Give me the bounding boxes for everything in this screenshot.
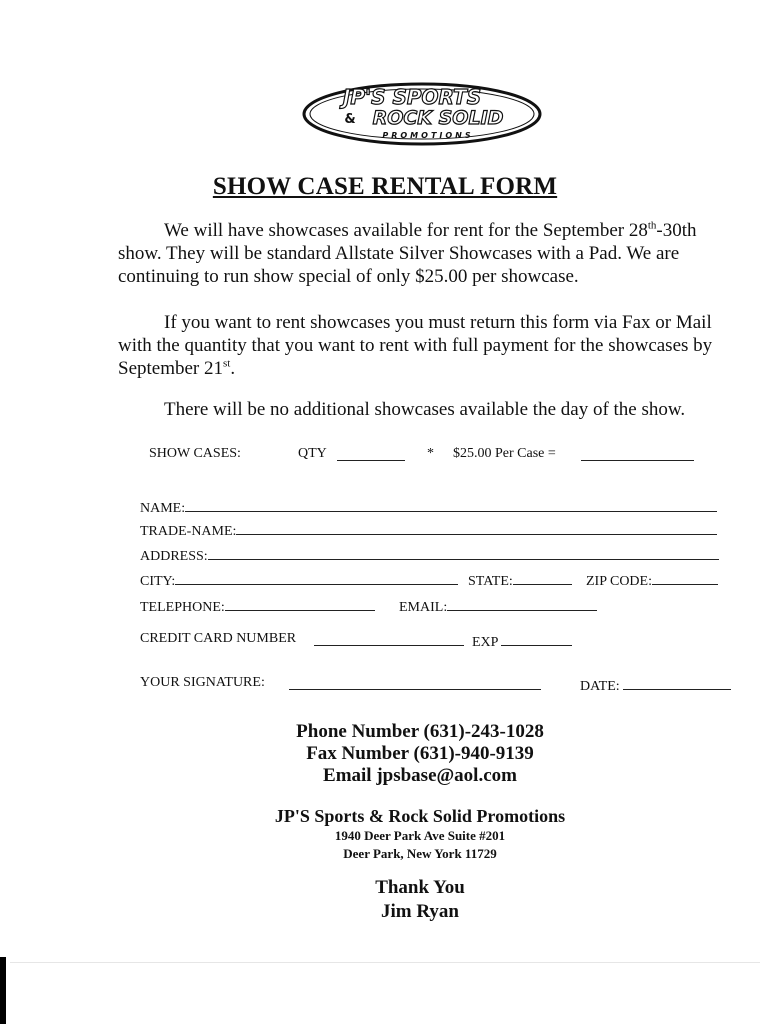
company-logo: [300, 78, 545, 150]
intro-paragraph: We will have showcases available for rent for the September 28th-30th show. They will be standard Allstate Silver Showcases with a Pad. We are continuing to run show special of only $25.00 per showcase.: [118, 219, 697, 287]
city-address: Deer Park, New York 11729: [343, 846, 497, 861]
state-field[interactable]: [513, 570, 572, 585]
date-field[interactable]: [623, 675, 731, 690]
trade-name-row: [140, 520, 717, 540]
scan-fold-line: [10, 962, 760, 963]
name-label: NAME:: [140, 501, 186, 516]
date-label: DATE:: [580, 679, 620, 694]
city-row: [140, 570, 458, 590]
telephone-field[interactable]: [225, 596, 375, 611]
email-address: Email jpsbase@aol.com: [323, 765, 517, 786]
credit-card-field[interactable]: [314, 631, 464, 651]
exp-label: EXP: [472, 635, 498, 650]
multiply-sign: *: [427, 446, 434, 461]
state-label: STATE:: [468, 574, 513, 589]
signoff-name: Jim Ryan: [381, 901, 459, 922]
street-address: 1940 Deer Park Ave Suite #201: [334, 828, 506, 843]
city-label: CITY:: [140, 574, 176, 589]
name-row: [140, 497, 717, 517]
date-row: [580, 675, 731, 695]
city-field[interactable]: [175, 570, 458, 585]
email-field[interactable]: [447, 596, 597, 611]
email-label: EMAIL:: [399, 600, 448, 615]
svg-text:PROMOTIONS: PROMOTIONS: [382, 131, 474, 140]
svg-text:JP'S SPORTS: JP'S SPORTS: [342, 85, 482, 109]
telephone-label: TELEPHONE:: [140, 600, 225, 615]
notice-paragraph: There will be no additional showcases available the day of the show.: [164, 399, 686, 420]
zip-label: ZIP CODE:: [586, 574, 652, 589]
fax-number: Fax Number (631)-940-9139: [306, 743, 534, 764]
trade-name-label: TRADE-NAME:: [140, 524, 237, 539]
trade-name-field[interactable]: [236, 520, 717, 535]
zip-field[interactable]: [652, 570, 718, 585]
qty-field[interactable]: [337, 446, 405, 466]
thank-you: Thank You: [375, 877, 465, 898]
showcases-label: SHOW CASES:: [149, 446, 241, 461]
state-row: [468, 570, 572, 590]
company-name: JP'S Sports & Rock Solid Promotions: [274, 806, 566, 826]
telephone-row: [140, 596, 375, 616]
exp-row: [472, 631, 572, 651]
address-row: [140, 545, 719, 565]
instructions-paragraph: If you want to rent showcases you must return this form via Fax or Mail with the quantity that you want to rent with full payment for the showcases by September 21st.: [118, 312, 713, 379]
address-label: ADDRESS:: [140, 549, 208, 564]
exp-field[interactable]: [501, 631, 572, 646]
address-field[interactable]: [208, 545, 719, 560]
svg-text:&: &: [344, 112, 356, 127]
total-field[interactable]: [581, 446, 694, 466]
svg-text:ROCK SOLID: ROCK SOLID: [372, 107, 504, 129]
signature-field[interactable]: [289, 675, 541, 695]
credit-card-label: CREDIT CARD NUMBER: [140, 631, 297, 646]
signature-label: YOUR SIGNATURE:: [140, 675, 265, 690]
price-per-case: $25.00 Per Case =: [453, 446, 556, 461]
form-title: SHOW CASE RENTAL FORM: [212, 173, 558, 200]
qty-label: QTY: [298, 446, 327, 461]
scan-edge-mark: [0, 957, 6, 1024]
zip-row: [586, 570, 718, 590]
email-row: [399, 596, 597, 616]
phone-number: Phone Number (631)-243-1028: [296, 721, 544, 742]
name-field[interactable]: [185, 497, 717, 512]
